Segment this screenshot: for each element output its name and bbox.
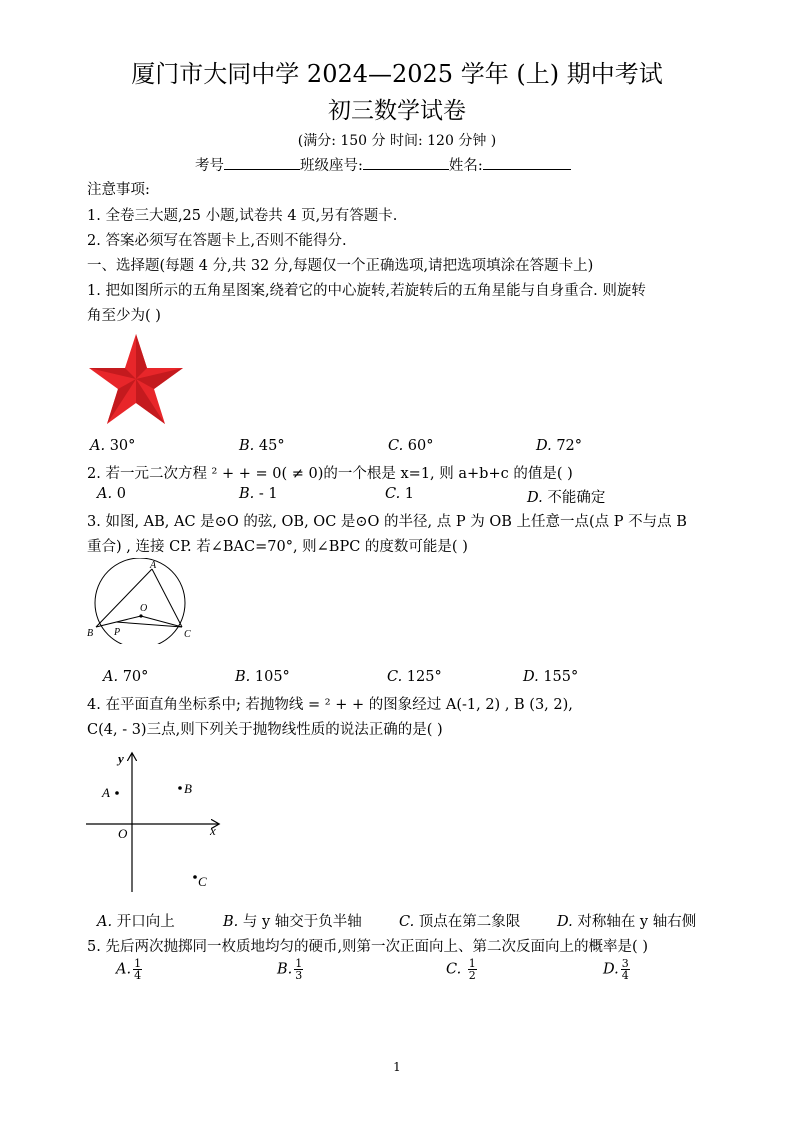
score-time-line: (满分: 150 分 时间: 120 分钟 ) <box>297 133 497 149</box>
q5-option-a[interactable]: A. $\frac{1}{4}$ <box>116 957 142 982</box>
class-seat-label: 班级座号: <box>300 158 363 174</box>
center-dot <box>139 614 142 617</box>
page-number: 1 <box>393 1060 401 1074</box>
label-b: B <box>184 781 192 796</box>
label-a: A <box>150 560 157 571</box>
q3-option-b[interactable]: B. 105° <box>235 669 290 685</box>
q2-option-b[interactable]: B. - 1 <box>239 486 278 502</box>
note-item: 1. 全卷三大题,25 小题,试卷共 4 页,另有答题卡. <box>87 208 398 224</box>
point-b <box>178 786 182 790</box>
question-3-text: 3. 如图, AB, AC 是⊙O 的弦, OB, OC 是⊙O 的半径, 点 P 为 OB 上任意一点(点 P 不与点 B <box>87 514 687 530</box>
q2-option-d[interactable]: D. 不能确定 <box>527 490 606 506</box>
exam-no-label: 考号 <box>195 158 224 174</box>
fraction: $\frac{1}{2}$ <box>468 957 476 982</box>
label-c: C <box>198 874 207 889</box>
q3-option-a[interactable]: A. 70° <box>103 669 149 685</box>
label-c: C <box>184 629 191 640</box>
q1-option-a[interactable]: A. 30° <box>90 438 136 454</box>
label-b: B <box>87 628 94 639</box>
q5-option-c[interactable]: C. $\frac{1}{2}$ <box>446 957 476 982</box>
radius-ob <box>96 616 141 627</box>
q2-option-a[interactable]: A. 0 <box>97 486 126 502</box>
class-seat-blank[interactable] <box>363 155 449 170</box>
q1-option-d[interactable]: D. 72° <box>536 438 583 454</box>
label-x: x <box>210 823 216 838</box>
q4-option-c[interactable]: C. 顶点在第二象限 <box>399 914 521 930</box>
label-o: O <box>140 603 148 614</box>
question-4-text: 4. 在平面直角坐标系中; 若抛物线 = ² + + 的图象经过 A(-1, 2) , B (3, 2), <box>87 697 573 713</box>
q1-option-c[interactable]: C. 60° <box>388 438 434 454</box>
fraction: $\frac{1}{3}$ <box>295 957 303 982</box>
coordinate-figure <box>84 748 226 894</box>
question-4-text-cont: C(4, - 3)三点,则下列关于抛物线性质的说法正确的是( ) <box>87 722 443 738</box>
exam-title: 厦门市大同中学 2024—2025 学年 (上) 期中考试 <box>131 60 663 88</box>
q4-option-d[interactable]: D. 对称轴在 y 轴右侧 <box>557 914 697 930</box>
q4-option-b[interactable]: B. 与 y 轴交于负半轴 <box>223 914 362 930</box>
exam-subtitle: 初三数学试卷 <box>328 98 466 124</box>
q2-option-c[interactable]: C. 1 <box>385 486 415 502</box>
circle-figure <box>84 558 196 644</box>
label-y: y <box>118 751 124 766</box>
question-1-text: 1. 把如图所示的五角星图案,绕着它的中心旋转,若旋转后的五角星能与自身重合. 则旋转 <box>87 283 646 299</box>
fraction: $\frac{3}{4}$ <box>621 957 629 982</box>
student-info-row <box>195 154 571 175</box>
name-label: 姓名: <box>448 158 483 174</box>
notes-heading: 注意事项: <box>87 182 150 198</box>
q3-option-c[interactable]: C. 125° <box>387 669 442 685</box>
question-1-text-cont: 角至少为( ) <box>87 308 161 324</box>
question-2-text: 2. 若一元二次方程 ² + + = 0( ≠ 0)的一个根是 x=1, 则 a+b+c 的值是( ) <box>87 466 573 482</box>
label-origin: O <box>118 826 128 841</box>
q1-option-b[interactable]: B. 45° <box>239 438 285 454</box>
label-a: A <box>102 785 110 800</box>
q3-option-d[interactable]: D. 155° <box>523 669 579 685</box>
q5-option-d[interactable]: D. $\frac{3}{4}$ <box>603 957 629 982</box>
point-c <box>193 875 197 879</box>
circle-o <box>95 558 185 644</box>
fraction: $\frac{1}{4}$ <box>134 957 142 982</box>
exam-no-blank[interactable] <box>224 155 300 170</box>
label-p: P <box>114 627 121 638</box>
question-3-text-cont: 重合) , 连接 CP. 若∠BAC=70°, 则∠BPC 的度数可能是( ) <box>87 539 468 555</box>
q5-option-b[interactable]: B. $\frac{1}{3}$ <box>277 957 303 982</box>
point-a <box>115 791 119 795</box>
name-blank[interactable] <box>483 155 571 170</box>
star-figure <box>86 332 186 426</box>
note-item: 2. 答案必须写在答题卡上,否则不能得分. <box>87 233 347 249</box>
q4-option-a[interactable]: A. 开口向上 <box>97 914 175 930</box>
question-5-text: 5. 先后两次抛掷同一枚质地均匀的硬币,则第一次正面向上、第二次反面向上的概率是( ) <box>87 939 648 955</box>
section-heading: 一、选择题(每题 4 分,共 32 分,每题仅一个正确选项,请把选项填涂在答题卡上) <box>87 258 594 274</box>
chord-ab <box>96 569 152 627</box>
